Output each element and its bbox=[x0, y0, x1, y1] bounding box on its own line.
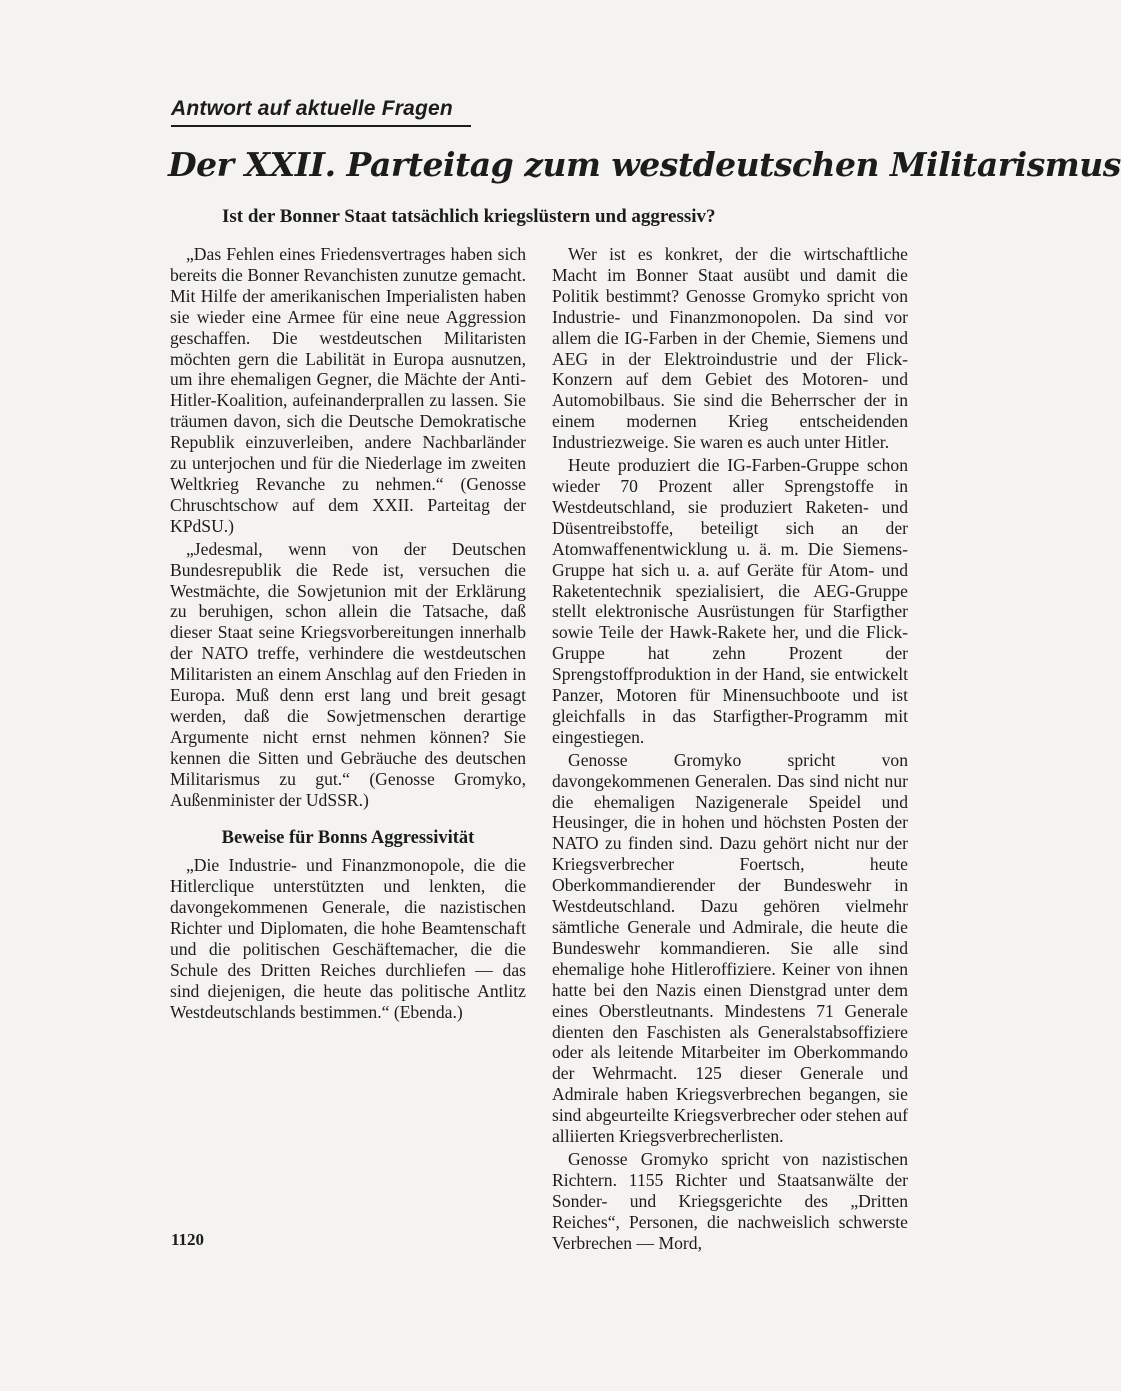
page-number: 1120 bbox=[171, 1230, 205, 1249]
left-column bbox=[170, 244, 526, 1025]
paragraph: „Die Industrie- und Finanzmonopole, die die Hitlerclique unterstützten und lenkten, die davongekommenen Generale, die nazistischen Richter und Diplomaten, die hohe Beamtenschaft und die politischen Geschäftemacher, die die Schule des Dritten Reiches durchliefen — das sind diejenigen, die heute das politische Antlitz Westdeutschlands bestimmen.“ (Ebenda.) bbox=[170, 855, 526, 1022]
paragraph: „Das Fehlen eines Friedensvertrages haben sich bereits die Bonner Revanchisten zunutze gemacht. Mit Hilfe der amerikanischen Imperialisten haben sie wieder eine Armee für eine neue Aggression geschaffen. Die westdeutschen Militaristen möchten gern die Labilität in Europa ausnutzen, um ihre ehemaligen Gegner, die Mächte der Anti-Hitler-Koalition, aufeinanderprallen zu lassen. Sie träumen davon, sich die Deutsche Demokratische Republik einzuverleiben, andere Nachbarländer zu unterjochen und für die Niederlage im zweiten Weltkrieg Revanche zu nehmen.“ (Genosse Chruschtschow auf dem XXII. Parteitag der KPdSU.) bbox=[170, 244, 526, 536]
article-subtitle: Ist der Bonner Staat tatsächlich kriegslüstern und aggressiv? bbox=[222, 206, 716, 227]
paragraph: Heute produziert die IG-Farben-Gruppe schon wieder 70 Prozent aller Sprengstoffe in Westdeutschland, sie produziert Raketen- und Düsentreibstoffe, beteiligt sich an der Atomwaffenentwicklung u. ä. m. Die Siemens-Gruppe hat sich u. a. auf Geräte für Atom- und Raketentechnik spezialisiert, die AEG-Gruppe stellt elektronische Ausrüstungen für Starfigther sowie Teile der Hawk-Rakete her, und die Flick-Gruppe hat zehn Prozent der Sprengstoffproduktion in der Hand, sie entwickelt Panzer, Motoren für Minensuchboote und ist gleichfalls in das Starfigther-Programm mit eingestiegen. bbox=[552, 455, 908, 747]
paragraph: Genosse Gromyko spricht von nazistischen Richtern. 1155 Richter und Staatsanwälte der Sonder- und Kriegsgerichte des „Dritten Reiches“, Personen, die nachweislich schwerste Verbrechen — Mord, bbox=[552, 1148, 908, 1253]
paragraph: „Jedesmal, wenn von der Deutschen Bundesrepublik die Rede ist, versuchen die Westmächte, die Sowjetunion mit der Erklärung zu beruhigen, schon allein die Tatsache, daß dieser Staat seine Kriegsvorbereitungen innerhalb der NATO treffe, verhindere die westdeutschen Militaristen an einem Anschlag auf den Frieden in Europa. Muß denn erst lang und breit gesagt werden, daß die Sowjetmenschen derartige Argumente nicht ernst nehmen können? Sie kennen die Sitten und Gebräuche des deutschen Militarismus zu gut.“ (Genosse Gromyko, Außenminister der UdSSR.) bbox=[170, 538, 526, 810]
rubric-heading: Antwort auf aktuelle Fragen bbox=[171, 97, 471, 127]
article-title: Der XXII. Parteitag zum westdeutschen Militarismus bbox=[168, 145, 1121, 184]
right-column bbox=[552, 244, 908, 1256]
paragraph: Wer ist es konkret, der die wirtschaftliche Macht im Bonner Staat ausübt und damit die Politik bestimmt? Genosse Gromyko spricht von Industrie- und Finanzmonopolen. Da sind vor allem die IG-Farben in der Chemie, Siemens und AEG in der Elektroindustrie und der Flick-Konzern auf dem Gebiet des Motoren- und Automobilbaus. Sie sind die Beherrscher der in einem modernen Krieg entscheidenden Industriezweige. Sie waren es auch unter Hitler. bbox=[552, 244, 908, 453]
paragraph: Genosse Gromyko spricht von davongekommenen Generalen. Das sind nicht nur die ehemaligen Nazigenerale Speidel und Heusinger, die in hohen und höchsten Posten der NATO zu finden sind. Dazu gehört nicht nur der Kriegsverbrecher Foertsch, heute Oberkommandierender der Bundeswehr in Westdeutschland. Dazu gehören vielmehr sämtliche Generale und Admirale, die heute die Bundeswehr kommandieren. Sie alle sind ehemalige hohe Hitleroffiziere. Keiner von ihnen hatte bei den Nazis einen Dienstgrad unter dem eines Oberstleutnants. Mindestens 71 Generale dienten den Faschisten als Generalstabsoffiziere oder als leitende Mitarbeiter im Oberkommando der Wehrmacht. 125 dieser Generale und Admirale haben Kriegsverbrechen begangen, sie sind abgeurteilte Kriegsverbrecher oder stehen auf alliierten Kriegsverbrecherlisten. bbox=[552, 749, 908, 1147]
section-heading: Beweise für Bonns Aggressivität bbox=[221, 828, 475, 849]
